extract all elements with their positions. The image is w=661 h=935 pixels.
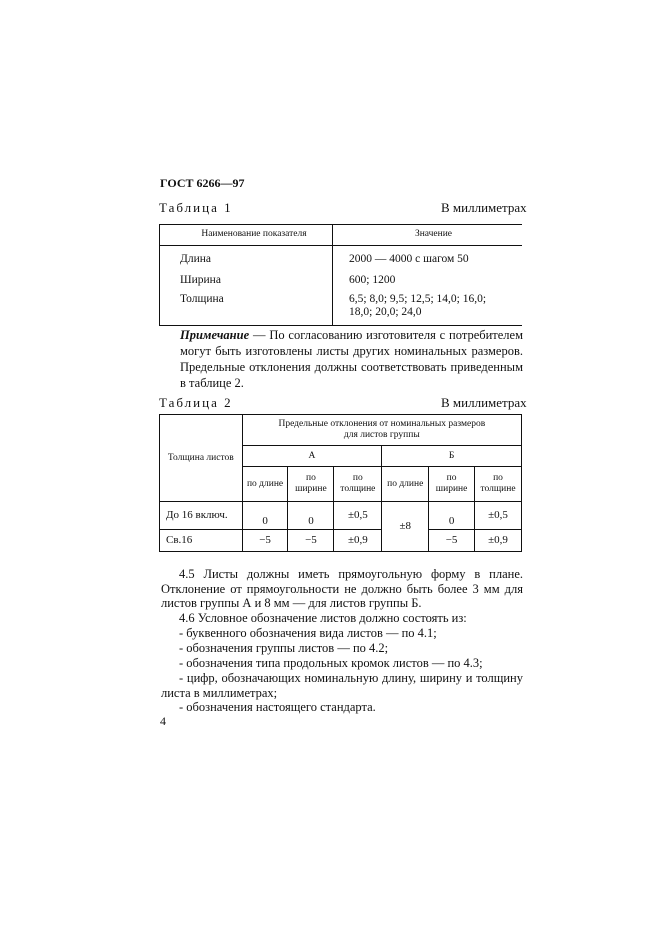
table1-caption: Таблица 1 xyxy=(159,200,233,215)
table2-subheader: по длине xyxy=(242,467,288,502)
table1-row-value: 6,5; 8,0; 9,5; 12,5; 14,0; 16,0; 18,0; 20,0; 24,0 xyxy=(349,293,487,318)
list-item: - обозначения типа продольных кромок листов — по 4.3; xyxy=(179,656,483,670)
document-header: ГОСТ 6266—97 xyxy=(160,176,245,190)
table2-subheader: по ширине xyxy=(429,467,475,502)
paragraph-4-5: 4.5 Листы должны иметь прямоугольную форму в плане. Отклонение от прямоугольности не должно быть более 3 мм для листов группы А и 8 мм — для листов группы Б. xyxy=(161,567,523,611)
table1-row-value: 600; 1200 xyxy=(349,273,396,286)
table2-b-thickness: ±0,9 xyxy=(475,530,522,552)
table2-caption: Таблица 2 xyxy=(159,395,233,410)
table1-header-value: Значение xyxy=(333,225,523,246)
table2-a-length-upper: 0 xyxy=(242,502,288,530)
page-number: 4 xyxy=(160,714,166,728)
table1-header-row xyxy=(160,225,523,246)
table-row xyxy=(160,246,523,267)
note-paragraph xyxy=(180,327,523,391)
list-item: - буквенного обозначения вида листов — по 4.1; xyxy=(179,626,437,640)
table-row xyxy=(160,287,523,326)
table2-group-b: Б xyxy=(382,446,522,467)
table2-a-length-lower: −5 xyxy=(242,530,288,552)
table2 xyxy=(159,414,522,552)
table2-a-thickness: ±0,9 xyxy=(334,530,382,552)
table1 xyxy=(159,224,522,326)
table2-b-width-upper: 0 xyxy=(429,502,475,530)
table2-row-header: Толщина листов xyxy=(160,415,243,502)
list-item: - обозначения настоящего стандарта. xyxy=(179,700,376,714)
table1-row-value: 2000 — 4000 с шагом 50 xyxy=(349,253,469,265)
table2-a-width-upper: 0 xyxy=(288,502,334,530)
table-row xyxy=(160,267,523,288)
table1-row-name: Длина xyxy=(160,246,333,267)
table2-subheader: по толщине xyxy=(475,467,522,502)
table2-header-row xyxy=(160,415,522,446)
paragraph-4-6: 4.6 Условное обозначение листов должно состоять из: xyxy=(179,611,467,625)
table1-row-name: Ширина xyxy=(160,267,333,288)
table2-group-a: А xyxy=(242,446,382,467)
table2-subheader: по ширине xyxy=(288,467,334,502)
table1-header-name: Наименование показателя xyxy=(160,225,333,246)
table2-a-thickness: ±0,5 xyxy=(334,502,382,530)
note-label: Примечание xyxy=(180,328,250,342)
table1-units: В миллиметрах xyxy=(441,200,527,215)
note-text: — По согласованию изготовителя с потребителем могут быть изготовлены листы других номинальных размеров. Предельные отклонения должны соответствовать приведенным в таблице 2. xyxy=(180,328,523,390)
table2-a-width-lower: −5 xyxy=(288,530,334,552)
table2-row-label: Св.16 xyxy=(160,530,243,552)
table2-b-width-lower: −5 xyxy=(429,530,475,552)
table2-b-thickness: ±0,5 xyxy=(475,502,522,530)
table2-b-length: ±8 xyxy=(382,502,429,552)
table-row xyxy=(160,530,522,552)
table2-units: В миллиметрах xyxy=(441,395,527,410)
table1-row-name: Толщина xyxy=(160,287,333,326)
table2-group-header: Предельные отклонения от номинальных размеров для листов группы xyxy=(242,415,521,446)
table2-subheader: по длине xyxy=(382,467,429,502)
table2-subheader: по толщине xyxy=(334,467,382,502)
table2-row-label: До 16 включ. xyxy=(160,502,243,530)
list-item: - цифр, обозначающих номинальную длину, ширину и толщину листа в миллиметрах; xyxy=(161,671,523,700)
table-row xyxy=(160,502,522,530)
list-item: - обозначения группы листов — по 4.2; xyxy=(179,641,389,655)
